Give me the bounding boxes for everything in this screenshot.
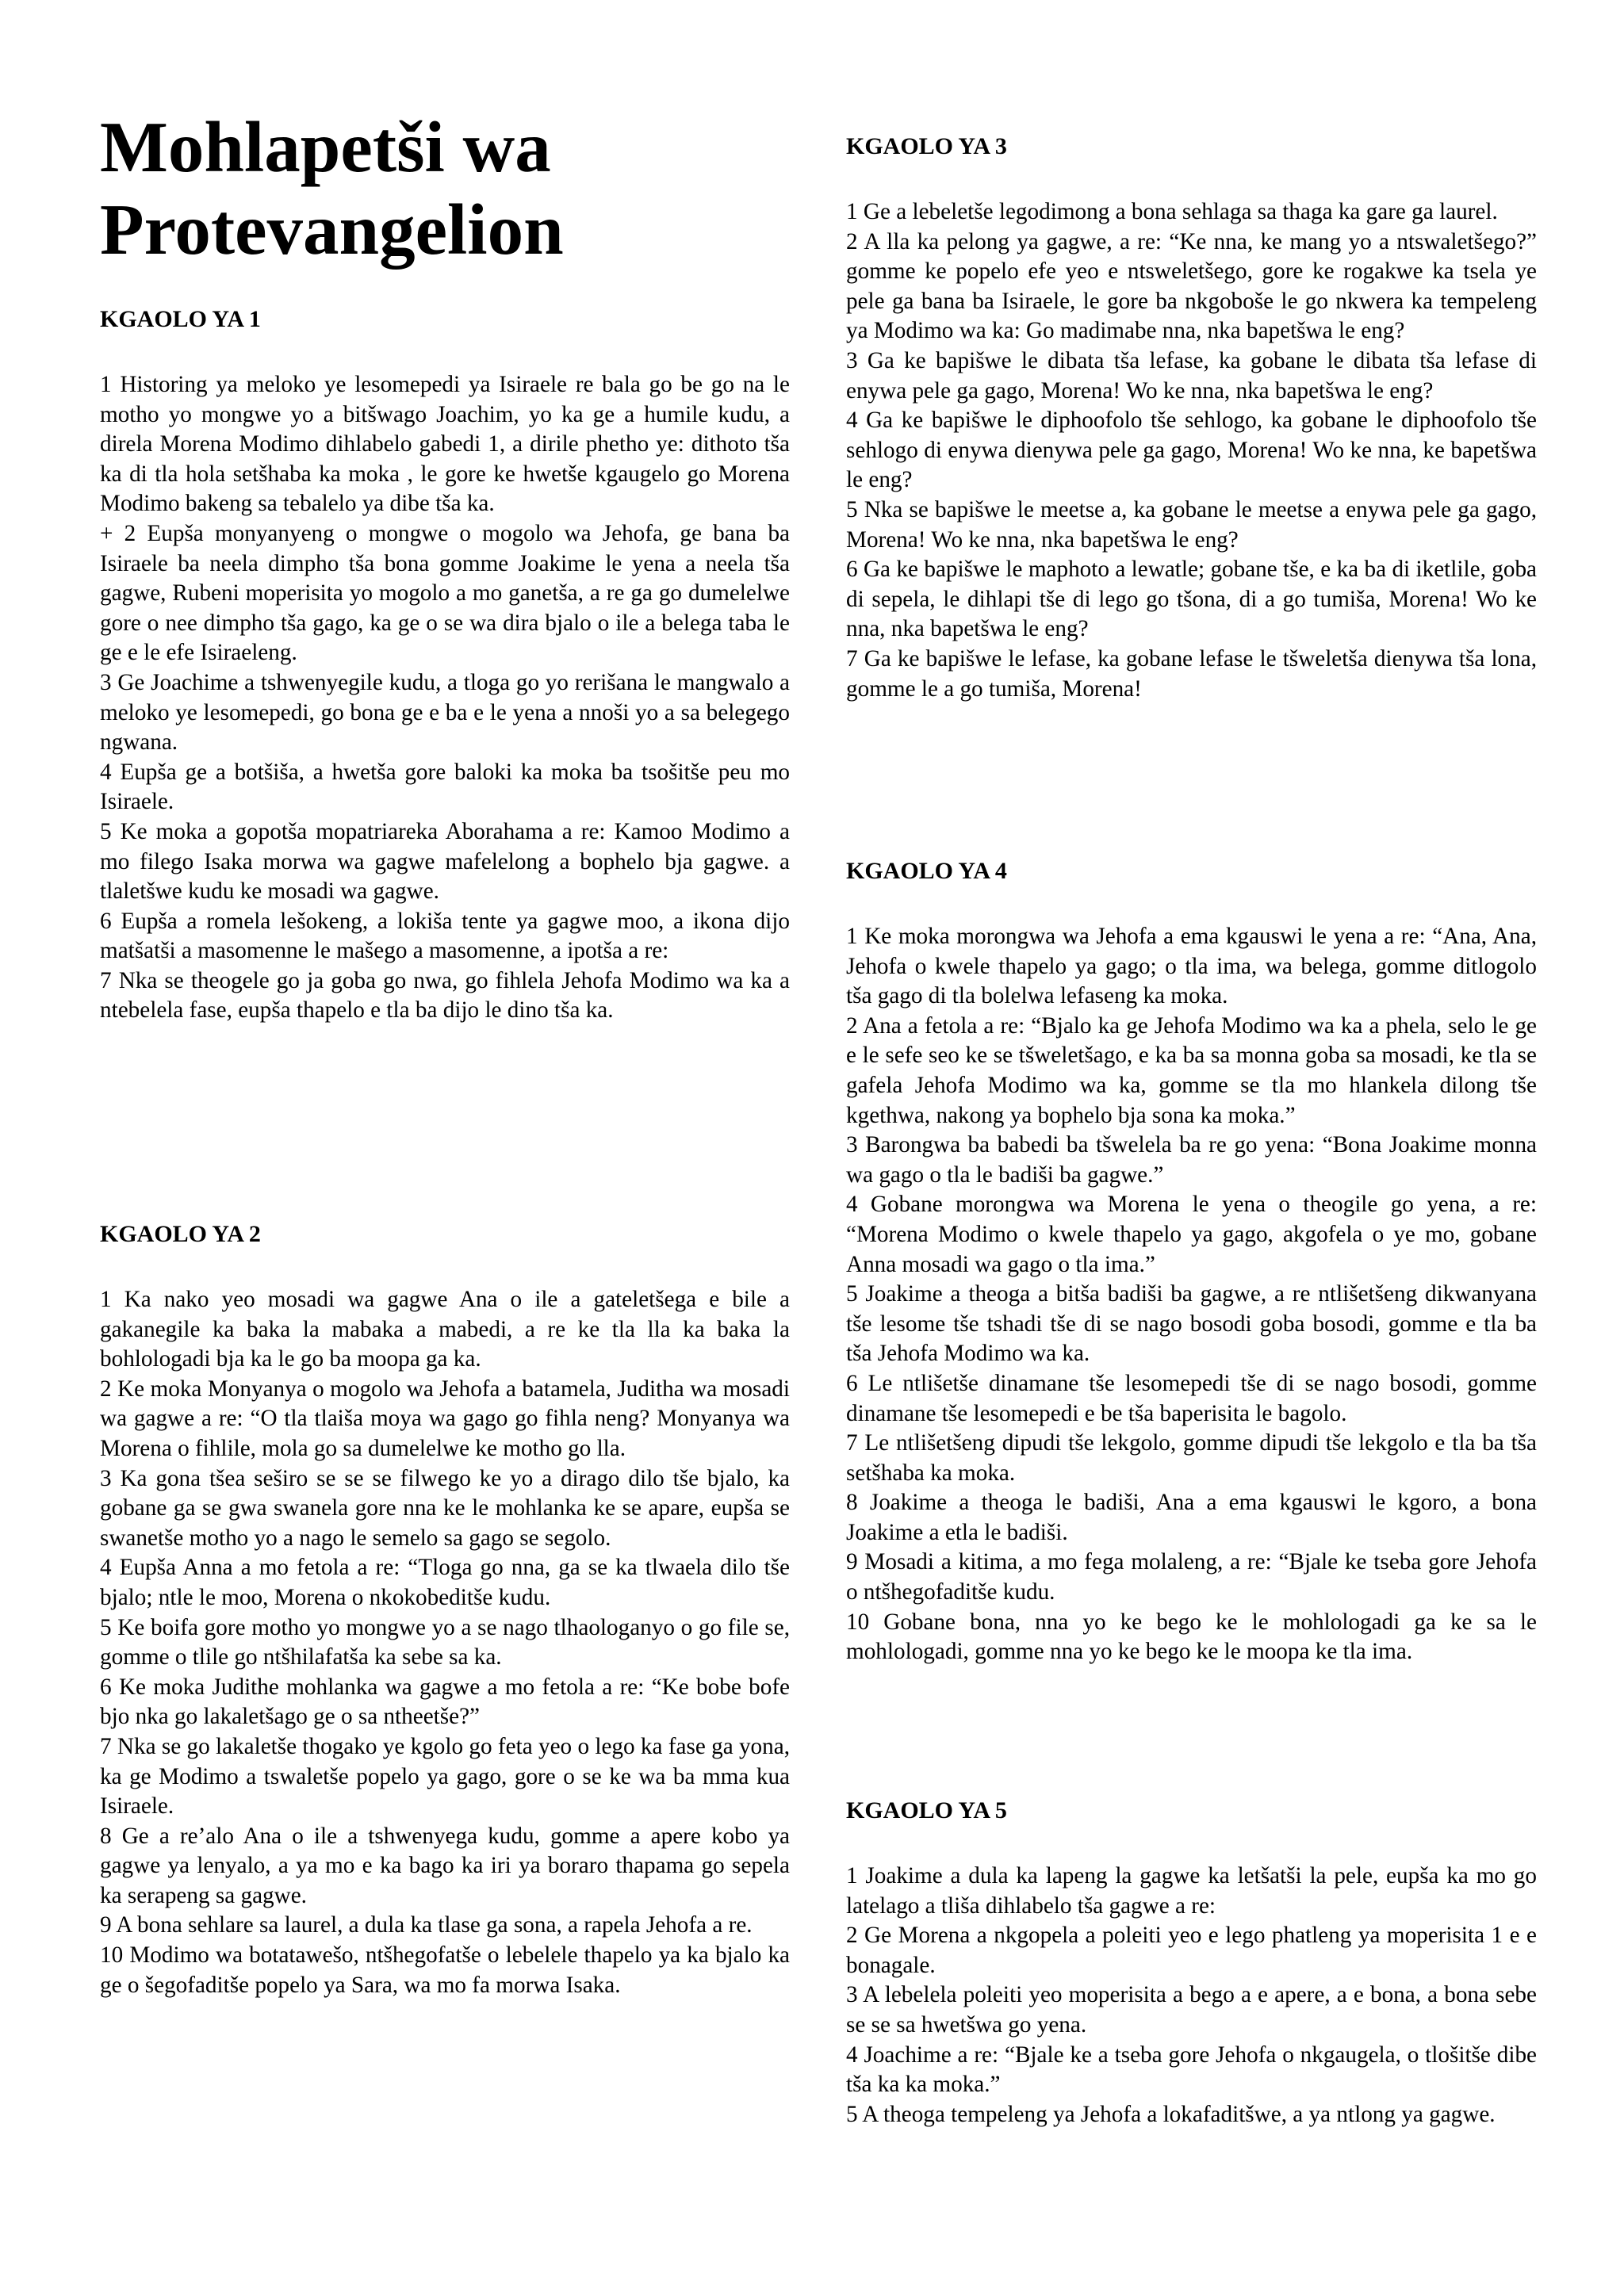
chapter-heading: KGAOLO YA 4 — [846, 858, 1007, 884]
verse: 5 Nka se bapišwe le meetse a, ka gobane le meetse a enywa pele ga gago, Morena! Wo ke nna, nka bapetšwa le eng? — [846, 496, 1537, 553]
chapter-heading: KGAOLO YA 3 — [846, 133, 1007, 159]
verse: 1 Ge a lebeletše legodimong a bona sehlaga sa thaga ka gare ga laurel. — [846, 199, 1498, 224]
verse: 5 Ke moka a gopotša mopatriareka Aborahama a re: Kamoo Modimo a mo filego Isaka morwa wa gagwe mafelelong a bophelo bja gagwe. a tlaletšwe kudu ke mosadi wa gagwe. — [100, 818, 790, 905]
verse: 4 Eupša ge a botšiša, a hwetša gore baloki ka moka ba tsošitše peu mo Isiraele. — [100, 759, 790, 815]
verse: 7 Le ntlišetšeng dipudi tše lekgolo, gomme dipudi tše lekgolo e tla ba tša setšhaba ka moka. — [846, 1430, 1537, 1486]
verse: 4 Joachime a re: “Bjale ke a tseba gore Jehofa o nkgaugela, o tlošitše dibe tša ka ka moka.” — [846, 2042, 1537, 2098]
verse: 7 Nka se theogele go ja goba go nwa, go fihlela Jehofa Modimo wa ka a ntebelela fase, eupša thapelo e tla ba dijo le dino tša ka. — [100, 967, 790, 1024]
verse: 2 Ke moka Monyanya o mogolo wa Jehofa a batamela, Juditha wa mosadi wa gagwe a re: “O tla tlaiša moya wa gago go fihla neng? Monyanya wa Morena o fihlile, mola go sa dumelelwe ke motho go lla. — [100, 1376, 790, 1461]
verse: 2 Ana a fetola a re: “Bjalo ka ge Jehofa Modimo wa ka a phela, selo le ge e le sefe seo ke se tšweletšago, e ka ba sa monna goba sa mosadi, ke tla se gafela Jehofa Modimo wa ka, gomme se tla mo hlankela dilong tše kgethwa, nakong ya bophelo bja sona ka moka.” — [846, 1012, 1537, 1128]
title-line-1: Mohlapetši wa — [100, 107, 551, 187]
chapter-3 — [846, 132, 1537, 704]
verse: 9 A bona sehlare sa laurel, a dula ka tlase ga sona, a rapela Jehofa a re. — [100, 1912, 753, 1938]
verse: 6 Ke moka Judithe mohlanka wa gagwe a mo fetola a re: “Ke bobe bofe bjo nka go lakaletšago ge o sa ntheetše?” — [100, 1674, 790, 1730]
verse: 1 Joakime a dula ka lapeng la gagwe ka letšatši la pele, eupša ka mo go latelago a tliša dihlabelo tša gagwe a re: — [846, 1863, 1537, 1919]
verse: 5 A theoga tempeleng ya Jehofa a lokafaditšwe, a ya ntlong ya gagwe. — [846, 2101, 1496, 2127]
verse: 5 Ke boifa gore motho yo mongwe yo a se nago tlhaologanyo o go file se, gomme o tlile go ntšhilafatša ka sebe sa ka. — [100, 1614, 790, 1670]
verse: 4 Eupša Anna a mo fetola a re: “Tloga go nna, ga se ka tlwaela dilo tše bjalo; ntle le moo, Morena o nkokobeditše kudu. — [100, 1555, 790, 1610]
verse: 1 Historing ya meloko ye lesomepedi ya Isiraele re bala go be go na le motho yo mongwe yo a bitšwago Joachim, yo ka ge a humile kudu, a direla Morena Modimo dihlabelo gabedi 1, a dirile phetho ye: dithoto tša ka di tla hola setšhaba ka moka , le gore ke hwetše kgaugelo go Morena Modimo bakeng sa tebalelo ya dibe tša ka. — [100, 372, 790, 517]
verse: 10 Modimo wa botatawešo, ntšhegofatše o lebelele thapelo ya ka bjalo ka ge o šegofaditše popelo ya Sara, wa mo fa morwa Isaka. — [100, 1942, 790, 1998]
verse: 6 Eupša a romela lešokeng, a lokiša tente ya gagwe moo, a ikona dijo matšatši a masomenne le mašego a masomenne, a ipotša a re: — [100, 908, 790, 964]
verse: 1 Ke moka morongwa wa Jehofa a ema kgauswi le yena a re: “Ana, Ana, Jehofa o kwele thapelo ya gago; o tla ima, wa belega, gomme ditlogolo tša gago di tla bolelwa lefaseng ka moka. — [846, 924, 1537, 1009]
verse: 3 Ge Joachime a tshwenyegile kudu, a tloga go yo rerišana le mangwalo a meloko ye lesomepedi, go bona ge e ba e le yena a nnoši yo a sa belegego ngwana. — [100, 669, 790, 756]
verse: 2 Ge Morena a nkgopela a poleiti yeo e lego phatleng ya moperisita 1 e e bonagale. — [846, 1923, 1537, 1978]
chapter-heading: KGAOLO YA 1 — [100, 306, 261, 332]
verse: 10 Gobane bona, nna yo ke bego ke le mohlologadi ga ke sa le mohlologadi, gomme nna yo ke bego ke le moopa ke tla ima. — [846, 1609, 1537, 1665]
verse: 3 Ka gona tšea seširo se se se filwego ke yo a dirago dilo tše bjalo, ka gobane ga se gwa swanela gore nna ke le mohlanka ke se apare, eupša se swanetše motho yo a nago le semelo sa gago se segolo. — [100, 1465, 790, 1551]
chapter-4 — [846, 856, 1537, 1667]
verse: 6 Le ntlišetše dinamane tše lesomepedi tše di se nago bosodi, gomme dinamane tše lesomepedi e be tša baperisita le bagolo. — [846, 1370, 1537, 1426]
verse: 8 Ge a re’alo Ana o ile a tshwenyega kudu, gomme a apere kobo ya gagwe ya lenyalo, a ya mo e ka bago ka iri ya boraro thapama go sepela ka serapeng sa gagwe. — [100, 1823, 790, 1908]
verse: 7 Nka se go lakaletše thogako ye kgolo go feta yeo o lego ka fase ga yona, ka ge Modimo a tswaletše popelo ya gago, gore o se ke wa ba mma kua Isiraele. — [100, 1733, 790, 1820]
verse: 8 Joakime a theoga le badiši, Ana a ema kgauswi le kgoro, a bona Joakime a etla le badiši. — [846, 1490, 1537, 1545]
verse: 1 Ka nako yeo mosadi wa gagwe Ana o ile a gateletšega e bile a gakanegile ka baka la mabaka a mabedi, a re ke tla lla ka baka la bohlologadi bja ka le go ba moopa ga ka. — [100, 1287, 790, 1372]
verse: 7 Ga ke bapišwe le lefase, ka gobane lefase le tšweletša dienywa tša lona, gomme le a go tumiša, Morena! — [846, 645, 1537, 702]
verse: 3 Ga ke bapišwe le dibata tša lefase, ka gobane le dibata tša lefase di enywa pele ga gago, Morena! Wo ke nna, nka bapetšwa le eng? — [846, 347, 1537, 404]
verse: 9 Mosadi a kitima, a mo fega molaleng, a re: “Bjale ke tseba gore Jehofa o ntšhegofaditše kudu. — [846, 1549, 1537, 1605]
verse: 4 Gobane morongwa wa Morena le yena o theogile go yena, a re: “Morena Modimo o kwele thapelo ya gago, akgofela o ye mo, gobane Anna mosadi wa gago o tla ima.” — [846, 1192, 1537, 1277]
chapter-2 — [100, 1219, 790, 2000]
chapter-heading: KGAOLO YA 5 — [846, 1797, 1007, 1823]
verse: 4 Ga ke bapišwe le diphoofolo tše sehlogo, ka gobane le diphoofolo tše sehlogo di enywa dienywa pele ga gago, Morena! Wo ke nna, ke bapetšwa le eng? — [846, 408, 1537, 493]
verse: 5 Joakime a theoga a bitša badiši ba gagwe, a re ntlišetšeng dikwanyana tše lesome tše tshadi tše di se nago bosodi goba bosodi, gomme e tla ba tša Jehofa Modimo wa ka. — [846, 1281, 1537, 1367]
document-title — [100, 106, 564, 271]
chapter-heading: KGAOLO YA 2 — [100, 1221, 261, 1247]
chapter-5 — [846, 1796, 1537, 2130]
verse: 2 A lla ka pelong ya gagwe, a re: “Ke nna, ke mang yo a ntswaletšego?” gomme ke popelo efe yeo e ntsweletšego, gore ke rogakwe ka tsela ye pele ga bana ba Isiraele, le gore ba nkgoboše le go nkwera ka tempeleng ya Modimo wa ka: Go madimabe nna, nka bapetšwa le eng? — [846, 228, 1537, 344]
verse: 3 Barongwa ba babedi ba tšwelela ba re go yena: “Bona Joakime monna wa gago o tla le badiši ba gagwe.” — [846, 1132, 1537, 1188]
verse: 3 A lebelela poleiti yeo moperisita a bego a e apere, a e bona, a bona sebe se se sa hwetšwa go yena. — [846, 1982, 1537, 2038]
verse: 6 Ga ke bapišwe le maphoto a lewatle; gobane tše, e ka ba di iketlile, goba di sepela, le dihlapi tše di lego go tšona, di a go tumiša, Morena! Wo ke nna, nka bapetšwa le eng? — [846, 557, 1537, 642]
chapter-1 — [100, 304, 790, 1026]
title-line-2: Protevangelion — [100, 189, 564, 270]
verse: + 2 Eupša monyanyeng o mongwe o mogolo wa Jehofa, ge bana ba Isiraele ba neela dimpho tša bona gomme Joakime le yena a neela tša gagwe, Rubeni moperisita yo mogolo a mo ganetša, a re ga go dumelelwe gore o nee dimpho tša gago, ka ge o se wa dira bjalo o ile a belega taba le ge e le efe Isiraeleng. — [100, 520, 790, 666]
